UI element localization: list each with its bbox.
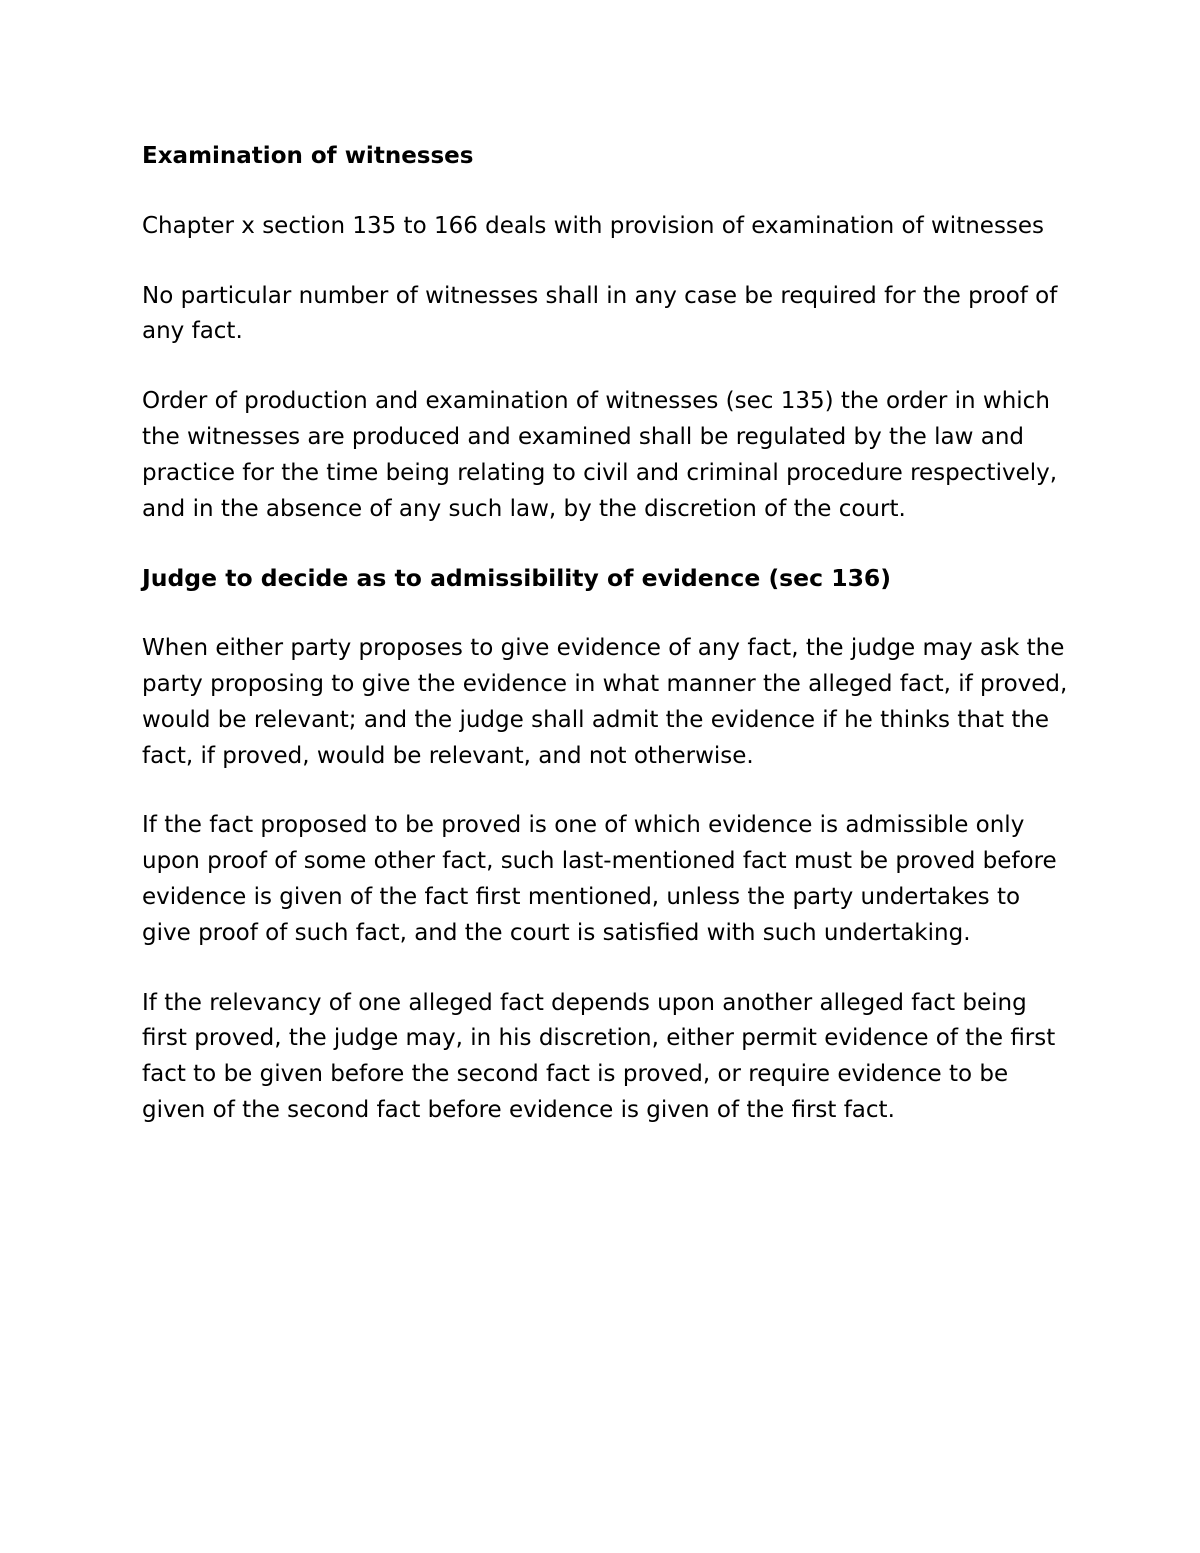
document-page [142,139,1072,1163]
section-heading-sec-136: Judge to decide as to admissibility of evidence (sec 136) [142,564,892,593]
paragraph-number-of-witnesses: No particular number of witnesses shall in any case be required for the proof of any fact. [142,282,1058,345]
paragraph-relevancy-depends: If the relevancy of one alleged fact depends upon another alleged fact being first proved, the judge may, in his discretion, either permit evidence of the first fact to be given before the second fact is proved, or require evidence to be given of the second fact before evidence is given of the first fact. [142,989,1056,1123]
paragraph-order-of-production: Order of production and examination of witnesses (sec 135) the order in which the witnesses are produced and examined shall be regulated by the law and practice for the time being relating to civil and criminal procedure respectively, and in the absence of any such law, by the discretion of the court. [142,388,1058,522]
paragraph-judge-may-ask: When either party proposes to give evidence of any fact, the judge may ask the party proposing to give the evidence in what manner the alleged fact, if proved, would be relevant; and the judge shall admit the evidence if he thinks that the fact, if proved, would be relevant, and not otherwise. [142,635,1068,769]
document-title: Examination of witnesses [142,143,474,169]
paragraph-proof-of-other-fact: If the fact proposed to be proved is one of which evidence is admissible only upon proof of some other fact, such last-mentioned fact must be proved before evidence is given of the fact first mentioned, unless the party undertakes to give proof of such fact, and the court is satisfied with such undertaking. [142,812,1057,946]
paragraph-chapter-scope: Chapter x section 135 to 166 deals with provision of examination of witnesses [142,212,1045,239]
